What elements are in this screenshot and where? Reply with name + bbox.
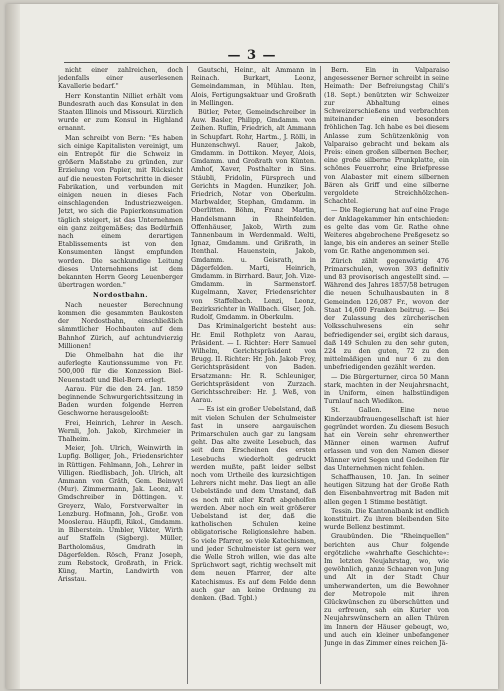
- section-heading: Nordostbahn.: [93, 291, 148, 300]
- article-paragraph: Tessin. Die Kantonalbank ist endlich konstituirt. Zu ihren bleibenden Site wurde Bellenz bestimmt.: [324, 506, 449, 532]
- column-divider: [320, 66, 321, 684]
- article-paragraph: Frei, Heinrich, Lehrer in Aesch. Wernli, Joh. Jakob, Kirchmeier in Thalheim.: [58, 418, 183, 443]
- article-paragraph: nicht einer zahlreichen, doch jedenfalls einer auserlesenen Kavallerie bedarf.": [58, 66, 183, 91]
- article-paragraph: St. Gallen. Eine neue Kinderzaubfrauengesellschaft ist hier gegründet worden. Zu diesem Besuch hat ein Verein sehr ehrenwerther Männer einen warmen Aufruf erlassen und von den Namen dieser Männer wird Segen und Gedeihen für das Unternehmen nicht fehlen.: [324, 406, 449, 472]
- article-paragraph: Man schreibt von Bern: "Es haben sich einige Kapitalisten vereinigt, um ein Entrepôt für die Schweiz in größern Maßstabe zu gründen, zur Erzielung von Papier, mit Rücksicht auf die neuesten Fortschritte in dieser Fabrikation, und verbunden mit einigen neuen in dieses Fach einschlagenden Industriezweigen. Jetzt, wo sich die Papierkonsumation täglich steigert, ist das Unternehmen ein ganz zeitgemäßes; das Bedürfniß nach einem derartigen Etablissements ist von den Konsumenten längst empfunden worden. Die sachkundige Leitung dieses Unternehmens ist dem bekannten Herrn Georg Leuenberger übertragen worden.": [58, 133, 183, 290]
- article-paragraph: Graubünden. Die "Rheinquellen" berichten aus Chur folgende ergötzliche »wahrhafte Geschichte«: Im letzten Neujahrstag, wo, wie gewöhnlich, ganze Schaaren von Jung und Alt in der Stadt Chur umherwanderten, um die Bewohner der Metropole mit ihren Glückwünschen zu überschütten und zu erfreuen, sah ein Kurier von Neujahrswünschern an allen Thüren im Innern der Häuser gebeugt, wo, und auch ein kleiner unbefangener Junge in das Zimmer eines reichen Jä-: [324, 532, 449, 648]
- article-paragraph: Schaffhausen, 10. Jan. In seiner heutigen Sitzung hat der Große Rath den Eisenbahnvertrag mit Baden mit allen gegen 1 Stimme bestätigt.: [324, 472, 449, 506]
- article-paragraph: Die Ohmelbahn hat die ihr auferlegte Kautionssumme von Fr. 500,000 für die Konzession Biel-Neuenstadt und Biel-Bern erlegt.: [58, 350, 183, 384]
- article-paragraph: Nach neuester Berechnung kommen die gesammten Baukosten der Nordostbahn, einschließlich sämmtlicher Hochbauten auf dem Bahnhof Zürich, auf achtundvierzig Millionen!: [58, 300, 183, 350]
- article-paragraph: Herr Konstantin Nilliet erhält vom Bundesrath auch das Konsulat in den Staaten Illinois und Missouri. Kürzlich wurde er zum Konsul in Highland ernannt.: [58, 91, 183, 133]
- page-number: — 3 —: [227, 48, 277, 63]
- column-divider: [187, 66, 188, 684]
- article-paragraph: — Die Regierung hat auf eine Frage der Anklagekammer hin entschieden: es gelte das vom Gr. Rathe ohne Weiteres abgebrochene Preßgesetz so lange, bis ein anderes an seiner Stelle vom Gr. Rathe angenommen sei.: [324, 206, 449, 256]
- article-paragraph: Bern. Ein in Valparaiso angesessener Berner schreibt in seine Heimath: Der Befreiungstag Chili's (18. Sept.) benützten wir Schweizer zur Abhaltung eines Schweizerschießens und verbrachten miteinander einen besonders fröhlichen Tag. Ich habe es bei diesem Anlasse zum Schützenkönig von Valparaiso gebracht und bekam als Preis: einen großen silbernen Becher, eine große silberne Prunkplatte, ein schönes Feuerrohr, eine Briefpresse von Alabaster mit einem silbernen Bären als Griff und eine silberne vergoldete Streichhölzchen-Schachtel.: [324, 66, 449, 206]
- article-paragraph: Zürich zählt gegenwärtig 476 Primarschulen, wovon 393 definitiv und 83 provisorisch angestellt sind. — Während des Jahres 1857/58 betrugen die neuen Schulhausbauten in 8 Gemeinden 126,087 Fr., wovon der Staat 14,600 Franken beitrug. — Bei der Zulassung des zürcherischen Volksschulwesens ein sehr befriedigender sei, ergibt sich daraus, daß 149 Schulen zu den sehr guten, 224 zu den guten, 72 zu den mittelmäßigen und nur 6 zu den unbefriedigenden gezählt werden.: [324, 256, 449, 372]
- article-paragraph: Meier, Joh. Ulrich, Weinwirth in Lupfig. Bolliger, Joh., Friedensrichter in Rüttigen. Fehlmann, Joh., Lehrer in Villigen. Riedlisbach, Joh. Ulrich, alt Ammann von Gräth, Gem. Beinwyl (Mur). Zimmermann, Jak. Leonz, alt Gmdschreiber in Döttingen. v. Greyerz, Walo, Forstverwalter in Lenzburg. Hofmann, Joh., Großr. von Mooslerau. Häupfli, Rikol., Gmdamm. in Biberstein. Umbler, Vikter, Wirth auf Staffeln (Sigberg). Müller, Bartholomäus, Gmdrath in Dägerfelden. Rösch, Franz Joseph, zum Rebstock, Großrath, in Frick. Küng, Martin, Landwirth von Arisstau.: [58, 444, 183, 584]
- article-paragraph: Aarau. Für die den 24. Jan. 1859 beginnende Schwurgerichtssitzung in Baden wurden folgende Herren Geschworne herausgelooßt:: [58, 384, 183, 418]
- page-binding-shadow: [6, 4, 20, 689]
- text-column-1: [58, 66, 183, 686]
- article-paragraph: Bütler, Peter, Gemeindschreiber in Auw. Basler, Philipp, Gmdamm. von Zeihen. Ruflin, Friedrich, alt Ammann in Schupfart. Rohr, Hartm., J. Rölli, in Hunzenschwyl. Rauer, Jakob, Gmdamm. in Dottikon. Meyer, Alois, Gmdamm. und Großrath von Künten. Amhof, Xaver, Posthalter in Sins. Stäubli, Fridolin, Fürsprech und Gerichts in Magden. Hunziker, Joh. Friedrich, Notar von Oberkulm. Marbwalder, Stephan, Gmdamm. in Oberlitten. Böhm, Franz Martin, Handelsmann in Rheinfelden. Offenhäuser, Jakob, Wirth zum Tannenbaum in Werdenmald. Welti, Ignaz, Gmdamm. und Grißrath, in Itenthal. Hauenstein, Jakob, Gmdamm. u. Geisrath, in Dägerfelden. Marti, Heinrich, Gmdamm. in Birrhard. Baur, Joh. Vize-Gmdamm. in Sarmenstorf. Kugelmann, Xaver, Friedensrichter von Staffelbach. Lenzi, Leonz, Bezirksrichter in Wallbach. Glser, Joh. Rudolf, Gmdamm. in Oberkulm.: [191, 108, 316, 322]
- article-paragraph: — Die Bürgerturner, circa 50 Mann stark, machten in der Neujahrsnacht, in Uniform, einen halbstündigen Turnlauf nach Wiedikon.: [324, 372, 449, 406]
- article-paragraph: Das Kriminalgericht besteht aus: Hr. Emil Rothpletz von Aarau, Präsident. — I. Richter: Herr Samuel Wilhelm, Gerichtspräsident von Brugg. II. Richter: Hr. Joh. Jakob Frey, Gerichtspräsident von Baden. Ersatzmann: Hr. R. Schleuniger, Gerichtspräsident von Zurzach. Gerichtsschreiber: Hr. J. Weß, von Aarau.: [191, 322, 316, 405]
- newspaper-page: [6, 4, 498, 689]
- article-paragraph: — Es ist ein großer Uebelstand, daß mit vielen Schulen der Schulmeister fast in unsere aargauischen Primarschulen auch gar zu langsam geht. Das alte zweite Lesebuch, das seit dem Erscheinen des ersten Lesebuchs wiederholt gedruckt werden mußte, paßt leider selbst noch vom Urtheile des kurzsichtigen Lehrers nicht mehr. Das liegt an alle Uebelstände und dem Umstand, daß es noch mit aller Kraft abgeholfen werden. Aber noch ein weit größerer Uebelstand ist der, daß die katholischen Schulen keine obligatorische Religionslehre haben. So viele Pfarrer, so viele Katechismen, und jeder Schulmeister ist gern wer die Welle Stroh willen, wie das alte Sprüchwort sagt, richtig wechselt mit dem neuen Pfarrer, der alte Katechismus. Es auf dem Felde denn auch gar an keine Ordnung zu denken. (Bad. Tgbl.): [191, 405, 316, 602]
- header-rule: [64, 62, 450, 63]
- article-paragraph: Gautschi, Heinr., alt Ammann in Reinach. Burkart, Leonz, Gemeindamman, in Mühlau. Iten, Alois, Fertigungsaktuar und Großrath in Mellingen.: [191, 66, 316, 107]
- text-column-2: [191, 66, 316, 686]
- text-column-3: [324, 66, 449, 686]
